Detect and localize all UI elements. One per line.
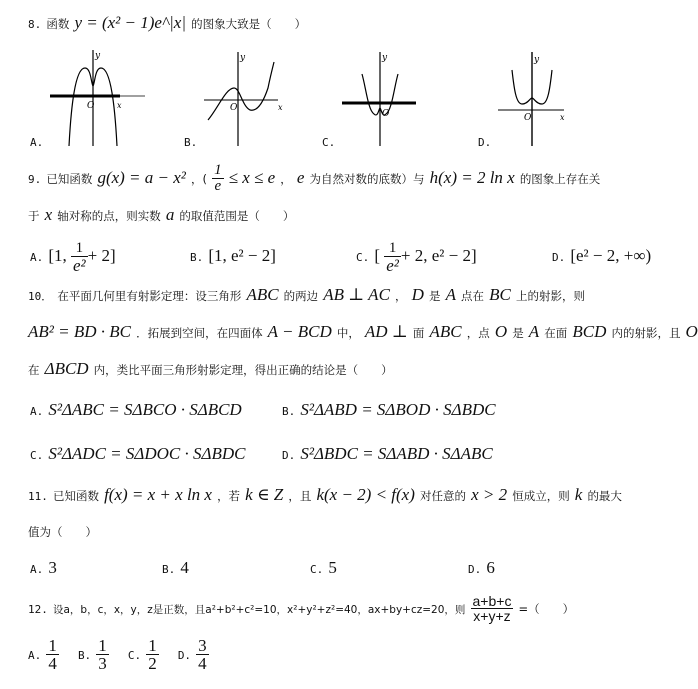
q10-text-c: ，	[395, 289, 407, 303]
q10-bcd: BCD	[572, 322, 607, 341]
q12-option-b[interactable]	[77, 636, 114, 673]
q12-option-b-label: B.	[77, 649, 92, 662]
q12-frac-den: x+y+z	[471, 608, 514, 623]
q10-option-d-text: S²ΔBDC = SΔABD · SΔABC	[300, 444, 493, 463]
q11-number: 11.	[28, 490, 48, 503]
q8-number: 8.	[28, 18, 42, 31]
q12-option-d-frac	[196, 637, 209, 672]
q11-x2: x > 2	[471, 485, 508, 504]
q11-option-d[interactable]	[468, 556, 495, 580]
q9-option-a[interactable]	[30, 236, 116, 276]
q9-option-b-label: B.	[190, 251, 204, 264]
q9-cond-fraction	[212, 163, 224, 194]
q11-line1	[28, 482, 622, 508]
q10-text-n: 在	[28, 363, 40, 377]
q12-option-b-frac	[96, 637, 109, 672]
q8-graph-c	[338, 48, 468, 148]
q10-text-g: ．拓展到空间，在四面体	[136, 326, 263, 340]
q11-k: k ∈ Z	[245, 485, 284, 504]
graph-c-origin: O	[382, 109, 390, 119]
graph-b-y-label: y	[240, 53, 246, 63]
q10-a2: A	[528, 322, 540, 341]
q9-text-a: 已知函数	[46, 172, 93, 186]
q9-h: h(x) = 2 ln x	[429, 168, 515, 187]
q10-text-f: 上的射影，则	[515, 289, 585, 303]
q12-option-d-label: D.	[177, 649, 192, 662]
q10-option-d[interactable]	[282, 440, 493, 468]
q9-text-g: 轴对称的点，则实数	[57, 209, 161, 223]
q10-option-b-label: B.	[282, 405, 296, 418]
graph-d-y-label: y	[534, 55, 540, 65]
graph-d-x-label: x	[560, 113, 565, 122]
q9-a: a	[165, 205, 175, 224]
q11-option-c-value: 5	[328, 558, 337, 577]
q10-option-c-label: C.	[30, 449, 44, 462]
q12-equals: =（ ）	[518, 602, 575, 616]
graph-b-origin: O	[230, 103, 238, 113]
q10-option-c[interactable]	[30, 440, 246, 468]
q8-text-post: 的图象大致是（ ）	[191, 17, 307, 31]
q8-graph-a	[45, 48, 175, 148]
q10-a: A	[445, 285, 456, 304]
q9-option-b[interactable]	[190, 236, 276, 276]
graph-a-y-label: y	[95, 51, 101, 61]
q9-c-num: 1	[388, 239, 397, 256]
q11-text-c: ，且	[288, 489, 312, 503]
q11-text-b: ，若	[217, 489, 241, 503]
q9-number: 9.	[28, 173, 42, 186]
q8-option-d[interactable]: D.	[478, 136, 492, 149]
q8-function: y = (x² − 1)e^|x|	[74, 13, 186, 32]
q9-text-c: ，	[280, 172, 292, 186]
q12-c-num: 1	[148, 636, 157, 655]
q9-a-num: 1	[75, 239, 84, 256]
q11-option-a-label: A.	[30, 563, 44, 576]
q10-option-a[interactable]	[30, 396, 242, 424]
q9-text-h: 的取值范围是（ ）	[179, 209, 295, 223]
q12-fraction	[471, 594, 514, 623]
graph-a-x-label: x	[117, 101, 122, 110]
q9-option-d-text: [e² − 2, +∞)	[570, 246, 652, 265]
q10-perp: AB ⊥ AC	[323, 285, 390, 304]
q11-text-d: 对任意的	[419, 489, 466, 503]
q10-text-h: 中，	[336, 326, 360, 340]
q8-graph-b	[198, 48, 328, 148]
q10-option-b[interactable]	[282, 396, 496, 424]
graph-a-origin: O	[87, 101, 95, 111]
q11-text-f: 的最大	[587, 489, 622, 503]
q11-option-a-value: 3	[48, 558, 57, 577]
q10-line2	[28, 319, 698, 345]
q10-option-b-text: S²ΔABD = SΔBOD · SΔBDC	[300, 400, 496, 419]
q10-d: D	[411, 285, 424, 304]
q10-abc2: ABC	[429, 322, 462, 341]
q9-option-c-label: C.	[356, 251, 370, 264]
q9-text-f: 于	[28, 209, 40, 223]
q9-x: x	[44, 205, 53, 224]
q12-line1	[28, 590, 574, 626]
q10-text-b: 的两边	[283, 289, 319, 303]
q10-text-d: 是	[428, 289, 441, 303]
graph-d-origin: O	[524, 113, 532, 123]
q12-option-d[interactable]	[177, 636, 209, 673]
q9-text-d: 为自然对数的底数）与	[309, 172, 425, 186]
q11-option-c[interactable]	[310, 556, 337, 580]
q11-line2: 值为（ ）	[28, 525, 97, 539]
q8-line	[28, 10, 306, 36]
q10-text-l: 在面	[544, 326, 568, 340]
q8-option-a[interactable]: A.	[30, 136, 44, 149]
q12-a-num: 1	[48, 636, 57, 655]
q12-d-den: 4	[198, 654, 207, 673]
q12-frac-num: a+b+c	[472, 593, 512, 609]
q12-option-a-frac	[46, 637, 59, 672]
q10-tetra: A − BCD	[267, 322, 332, 341]
q11-option-d-value: 6	[486, 558, 495, 577]
q10-o2: O	[685, 322, 698, 341]
q12-option-c-label: C.	[127, 649, 142, 662]
q9-a-den: e²	[73, 255, 86, 275]
q9-c-den: e²	[386, 255, 399, 275]
q9-option-d-label: D.	[552, 251, 566, 264]
q10-text-a: 在平面几何里有射影定理：设三角形	[57, 289, 242, 303]
q12-option-c[interactable]	[127, 636, 164, 673]
q9-cond: ≤ x ≤ e	[228, 168, 276, 187]
q9-text-b: ，(	[190, 172, 207, 186]
q10-eq: AB² = BD · BC	[28, 322, 131, 341]
q11-text-e: 恒成立，则	[512, 489, 570, 503]
q9-g: g(x) = a − x²	[97, 168, 186, 187]
q9-option-b-text: [1, e² − 2]	[208, 246, 276, 265]
q9-option-a-text: [1, $\frac{1}{\text{e²}}$ + 2]	[48, 239, 116, 275]
q9-text-e: 的图象上存在关	[519, 172, 601, 186]
q10-option-a-label: A.	[30, 405, 44, 418]
q10-text-m: 内的射影，且	[611, 326, 681, 340]
q12-options	[28, 632, 209, 676]
q9-option-c-text: [ $\frac{1}{\text{e²}}$ + 2, e² − 2]	[374, 239, 477, 275]
q8-option-c[interactable]: C.	[322, 136, 336, 149]
q9-option-c[interactable]	[356, 236, 477, 276]
q11-option-b-label: B.	[162, 563, 176, 576]
q12-b-den: 3	[98, 654, 107, 673]
q10-option-a-text: S²ΔABC = SΔBCO · SΔBCD	[48, 400, 242, 419]
q11-option-b-value: 4	[180, 558, 189, 577]
q9-line1	[28, 160, 600, 196]
q10-abc: ABC	[246, 285, 279, 304]
q9-e: e	[296, 168, 305, 187]
q8-text-pre: 函数	[46, 17, 70, 31]
q12-option-a-label: A.	[28, 649, 42, 662]
q8-graph-d	[494, 48, 624, 148]
q10-option-d-label: D.	[282, 449, 296, 462]
q12-text: 设a，b，c，x，y，z是正数，且a²+b²+c²=10，x²+y²+z²=40，ax+by+cz=20，则	[52, 604, 466, 616]
q10-text-j: ，点	[466, 326, 490, 340]
q10-line1	[28, 282, 585, 308]
q10-o: O	[494, 322, 508, 341]
graph-b-x-label: x	[278, 103, 283, 112]
graph-b-curve	[208, 62, 274, 120]
q12-option-a[interactable]	[28, 636, 64, 673]
q11-option-c-label: C.	[310, 563, 324, 576]
q10-text-o: 内，类比平面三角形射影定理，得出正确的结论是（ ）	[93, 363, 393, 377]
q9-line2	[28, 202, 294, 228]
q9-cond-num: 1	[214, 162, 222, 178]
q10-option-c-text: S²ΔADC = SΔDOC · SΔBDC	[48, 444, 246, 463]
q11-option-b[interactable]	[162, 556, 189, 580]
graph-c-y-label: y	[382, 53, 388, 63]
q11-option-a[interactable]	[30, 556, 57, 580]
q8-option-b[interactable]: B.	[184, 136, 198, 149]
q9-option-a-label: A.	[30, 251, 44, 264]
q10-line3	[28, 356, 393, 382]
q12-number: 12.	[28, 603, 48, 616]
q11-kk: k	[574, 485, 583, 504]
q9-option-d[interactable]	[552, 236, 651, 276]
q12-option-c-frac	[146, 637, 159, 672]
q12-a-den: 4	[48, 654, 57, 673]
q10-text-e: 点在	[461, 289, 485, 303]
q10-number: 10．	[28, 290, 53, 303]
q10-bc: BC	[489, 285, 511, 304]
q11-text-a: 已知函数	[52, 489, 99, 503]
q12-b-num: 1	[98, 636, 107, 655]
q9-cond-den: e	[212, 178, 224, 194]
q10-adperp: AD ⊥	[364, 322, 408, 341]
q10-tri: ΔBCD	[44, 359, 89, 378]
q12-d-num: 3	[198, 636, 207, 655]
q11-option-d-label: D.	[468, 563, 482, 576]
q12-c-den: 2	[148, 654, 157, 673]
q10-text-k: 是	[512, 326, 524, 340]
q11-ineq: k(x − 2) < f(x)	[316, 485, 415, 504]
q11-f: f(x) = x + x ln x	[104, 485, 212, 504]
q10-text-i: 面	[412, 326, 425, 340]
